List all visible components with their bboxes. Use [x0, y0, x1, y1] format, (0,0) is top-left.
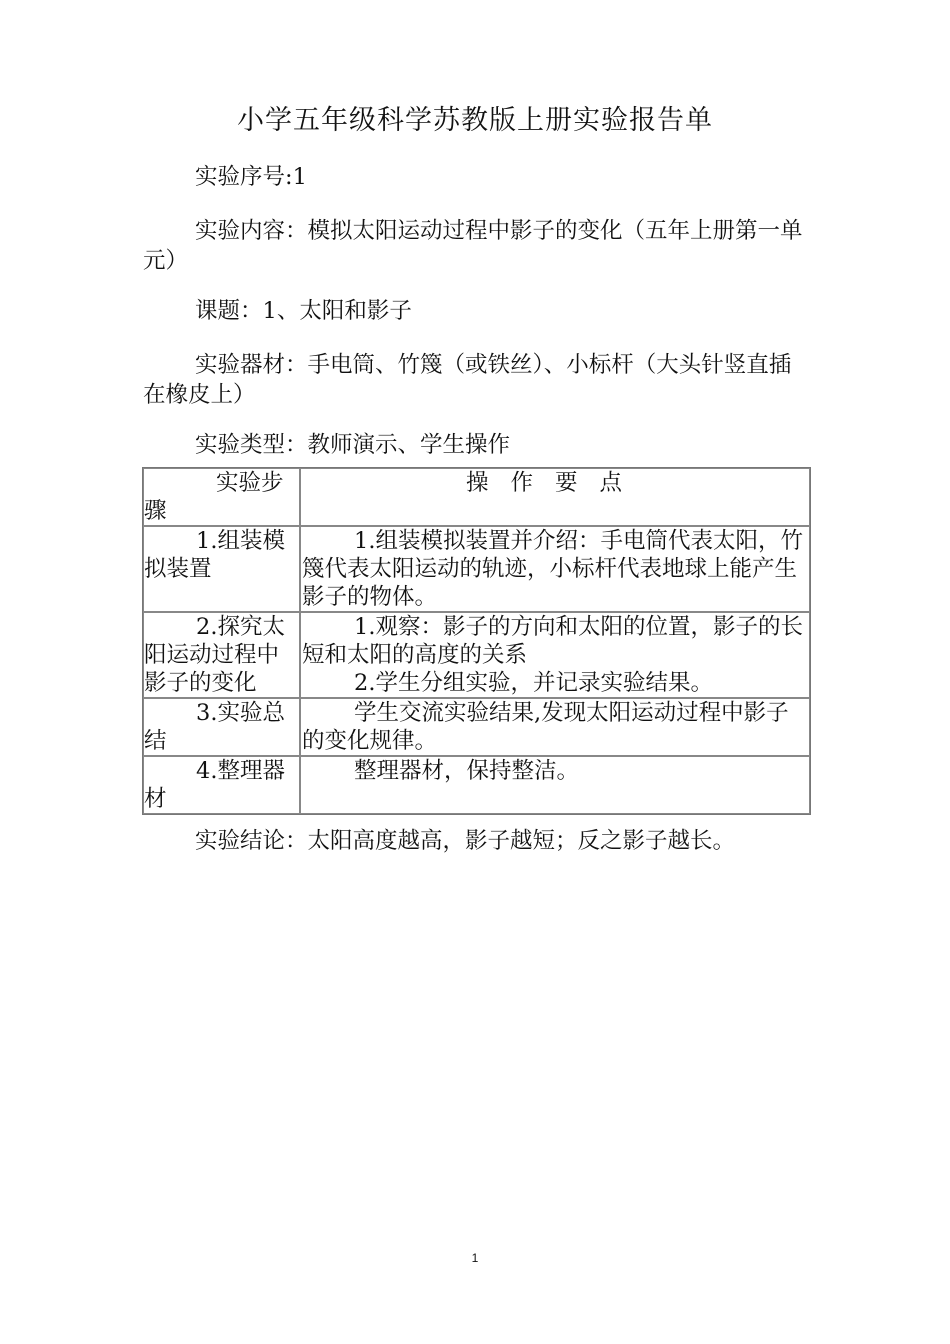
experiment-topic: 课题：1、太阳和影子 — [195, 298, 412, 324]
experiment-number: 实验序号:1 — [195, 164, 307, 190]
step-cell: 1.组装模拟装置 — [143, 526, 300, 612]
point-text: 整理器材，保持整洁。 — [354, 758, 580, 784]
point-text: 学生交流实验结果,发现太阳运动过程中影子的变化规律。 — [302, 700, 789, 754]
steps-table — [142, 467, 811, 815]
step-cell: 2.探究太阳运动过程中影子的变化 — [143, 612, 300, 698]
document-title: 小学五年级科学苏教版上册实验报告单 — [237, 105, 713, 136]
point-text: 1.组装模拟装置并介绍：手电筒代表太阳，竹篾代表太阳运动的轨迹，小标杆代表地球上能产生影子的物体。 — [302, 528, 803, 610]
table-header-row — [143, 468, 810, 526]
experiment-materials: 实验器材：手电筒、竹篾（或铁丝）、小标杆（大头针竖直插在橡皮上） — [143, 352, 792, 408]
points-cell — [300, 756, 810, 814]
step-cell: 3.实验总结 — [143, 698, 300, 756]
table-row — [143, 526, 810, 612]
table-row — [143, 756, 810, 814]
step-cell: 4.整理器材 — [143, 756, 300, 814]
points-cell — [300, 526, 810, 612]
experiment-type: 实验类型：教师演示、学生操作 — [195, 432, 511, 458]
points-cell — [300, 612, 810, 698]
experiment-conclusion: 实验结论：太阳高度越高，影子越短；反之影子越长。 — [195, 828, 736, 854]
points-cell — [300, 698, 810, 756]
experiment-content: 实验内容：模拟太阳运动过程中影子的变化（五年上册第一单元） — [143, 218, 803, 274]
table-row — [143, 612, 810, 698]
point-text: 1.观察：影子的方向和太阳的位置，影子的长短和太阳的高度的关系 — [302, 614, 803, 668]
header-points-cell: 操作要点 — [300, 468, 810, 526]
table-row — [143, 698, 810, 756]
page-number: 1 — [471, 1251, 479, 1265]
header-step-cell: 实验步骤 — [143, 468, 300, 526]
point-text: 2.学生分组实验，并记录实验结果。 — [354, 670, 713, 696]
